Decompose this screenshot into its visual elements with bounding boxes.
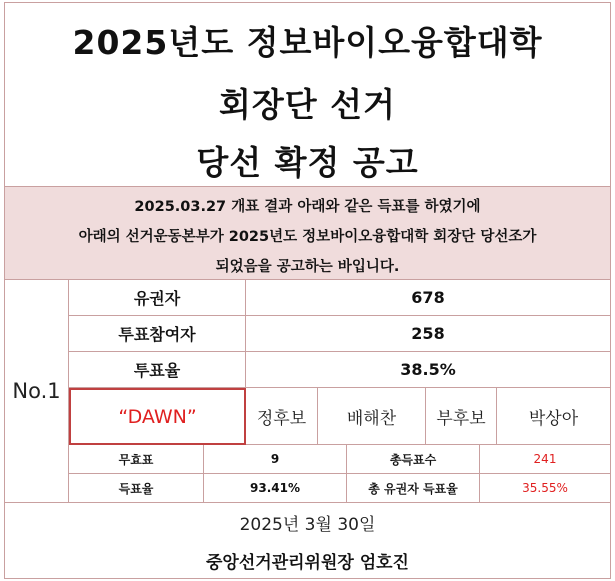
title-line-2: 회장단 선거: [219, 85, 396, 124]
invalid-value: 9: [204, 445, 347, 474]
title-block: [5, 3, 610, 186]
invalid-label: 무효표: [69, 445, 204, 474]
turnout-value: 258: [246, 316, 610, 352]
committee-signature: 중앙선거관리위원장 엄호진: [206, 552, 409, 573]
notice-line-1: 2025.03.27 개표 결과 아래와 같은 득표를 하였기에: [134, 199, 481, 215]
vote-rate-value: 93.41%: [204, 474, 347, 503]
notice-line-2: 아래의 선거운동본부가 2025년도 정보바이오융합대학 회장단 당선조가: [78, 229, 537, 245]
vote-rate-label: 득표율: [69, 474, 204, 503]
eligible-label: 유권자: [69, 280, 246, 316]
notice-box: [5, 186, 610, 280]
rate-label: 투표율: [69, 352, 246, 388]
member-4: 박상아: [497, 388, 610, 445]
member-3: 부후보: [426, 388, 497, 445]
election-announcement: [4, 2, 611, 579]
member-1: 정후보: [246, 388, 318, 445]
rank-label: No.1: [5, 280, 69, 503]
total-eligible-rate-label: 총 유권자 득표율: [347, 474, 480, 503]
eligible-value: 678: [246, 280, 610, 316]
team-name: “DAWN”: [69, 388, 246, 445]
turnout-label: 투표참여자: [69, 316, 246, 352]
total-votes-label: 총득표수: [347, 445, 480, 474]
total-votes-value: 241: [480, 445, 610, 474]
member-2: 배해찬: [318, 388, 426, 445]
title-line-1: 2025년도 정보바이오융합대학: [72, 23, 543, 62]
announcement-date: 2025년 3월 30일: [239, 514, 376, 535]
title-line-3: 당선 확정 공고: [196, 143, 419, 182]
notice-line-3: 되었음을 공고하는 바입니다.: [215, 259, 400, 275]
rate-value: 38.5%: [246, 352, 610, 388]
total-eligible-rate-value: 35.55%: [480, 474, 610, 503]
